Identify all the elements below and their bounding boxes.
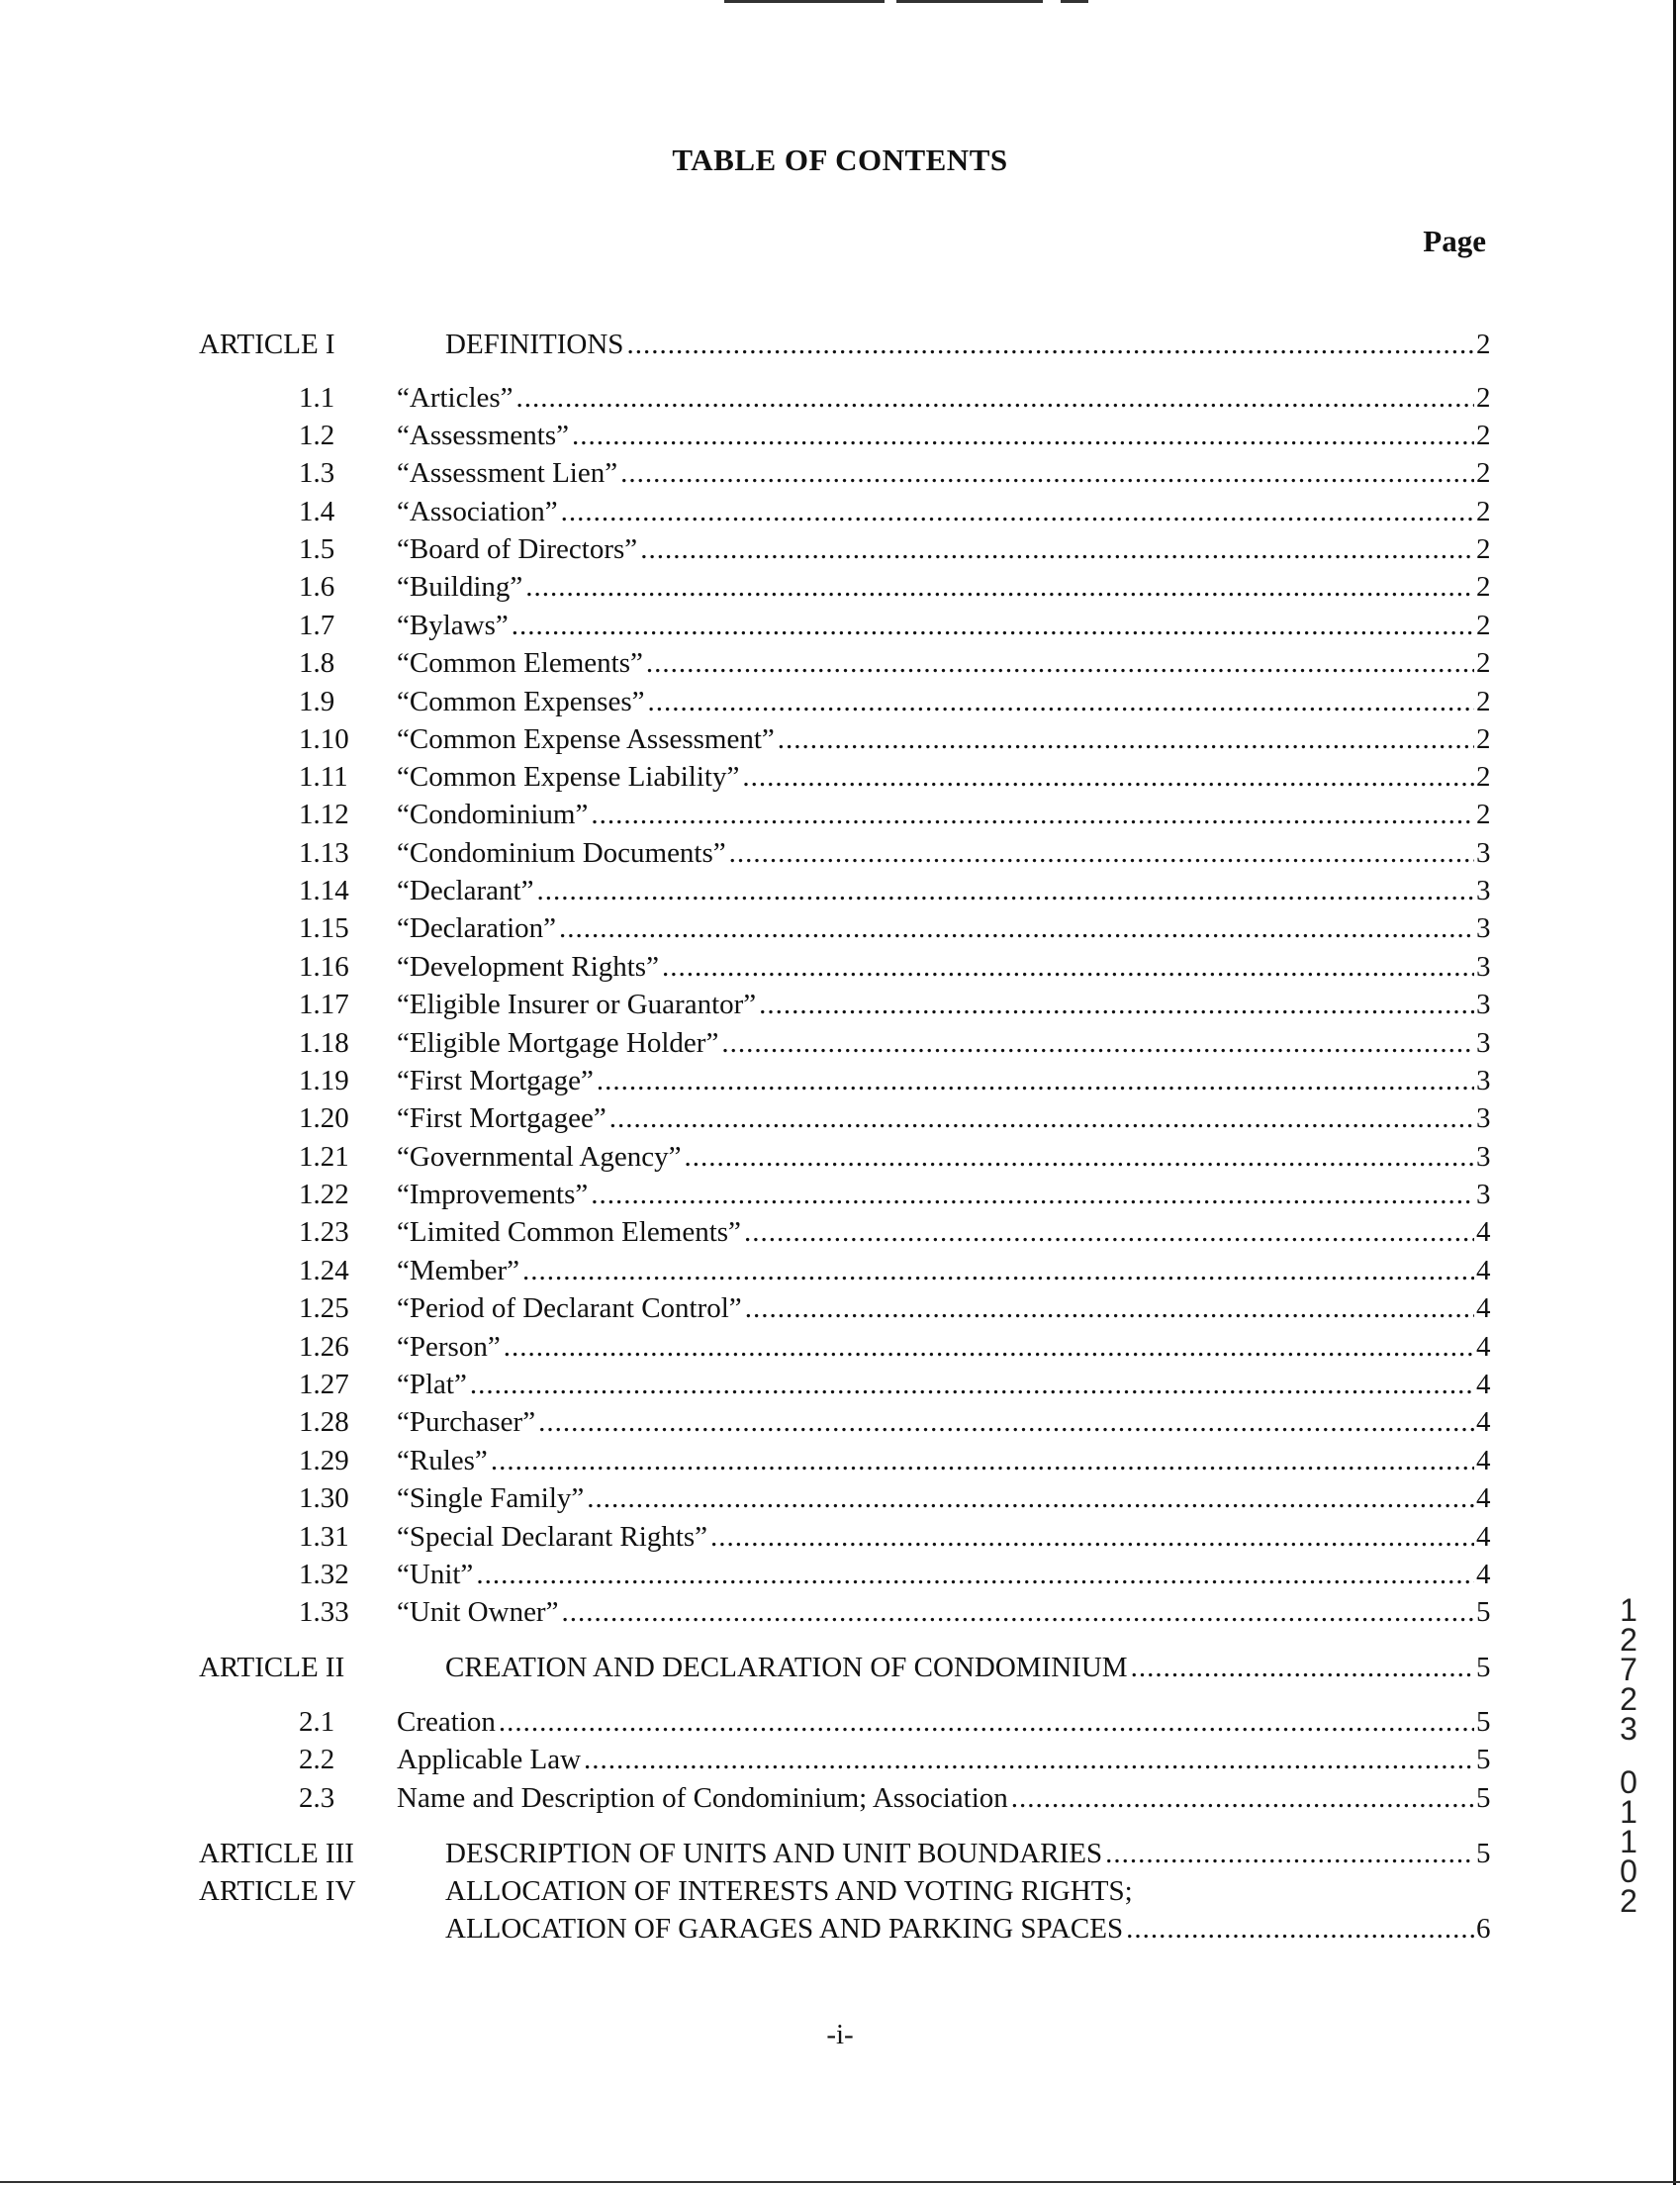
toc-entry-leader [445,326,1474,363]
toc-entry-leader [397,986,1474,1023]
dot-leader [491,1442,1474,1479]
toc-section-row [0,1289,1680,1327]
dot-leader [587,1479,1474,1517]
toc-section-row [0,1138,1680,1176]
dot-leader [499,1703,1474,1741]
toc-entry-page: 5 [1476,1652,1491,1683]
toc-entry-page: 4 [1476,1482,1491,1514]
dot-leader [1105,1835,1474,1872]
toc-entry-leader [397,644,1474,682]
toc-entry-page: 3 [1476,951,1491,983]
toc-entry-leader [397,1024,1474,1062]
toc-entry-number: 1.20 [299,1102,349,1134]
toc-entry-title: “Board of Directors” [397,533,638,565]
toc-entry-page: 3 [1476,875,1491,906]
toc-entry-title: “Common Elements” [397,647,643,679]
toc-entry-page: 4 [1476,1255,1491,1286]
dot-leader [522,1252,1474,1289]
toc-entry-leader [397,1741,1474,1778]
dot-leader [538,1403,1474,1441]
toc-entry-leader [397,1328,1474,1366]
dot-leader [561,1593,1474,1631]
toc-entry-page: 4 [1476,1521,1491,1553]
dot-leader [525,568,1474,606]
toc-entry-number: 1.6 [299,571,335,603]
toc-section-row [0,1779,1680,1817]
toc-section-row [0,530,1680,568]
toc-entry-number: 1.14 [299,875,349,906]
scan-top-mark [1061,0,1088,3]
toc-entry-number: 1.12 [299,799,349,830]
toc-entry-title: “Development Rights” [397,951,659,983]
toc-section-row [0,454,1680,492]
toc-section-row [0,1213,1680,1251]
side-stamp-char: 2 [1620,1622,1637,1658]
toc-entry-page: 3 [1476,912,1491,944]
toc-entry-number: 1.2 [299,420,335,451]
toc-entry-title: “Member” [397,1255,519,1286]
toc-entry-page: 2 [1476,799,1491,830]
toc-entry-title: DEFINITIONS [445,329,624,360]
toc-entry-title: “Plat” [397,1369,467,1400]
dot-leader [609,1099,1474,1137]
toc-entry-number: 2.3 [299,1782,335,1814]
toc-entry-title: “Building” [397,571,523,603]
toc-entry-number: 1.26 [299,1331,349,1363]
toc-entry-title: CREATION AND DECLARATION OF CONDOMINIUM [445,1652,1128,1683]
toc-section-row [0,417,1680,454]
dot-leader [1011,1779,1474,1817]
toc-entry-number: 1.19 [299,1065,349,1096]
toc-entry-leader [397,379,1474,417]
toc-entry-title: “Improvements” [397,1179,589,1210]
toc-entry-leader [397,683,1474,720]
toc-entry-page: 5 [1476,1744,1491,1775]
toc-entry-leader [397,1518,1474,1556]
dot-leader [729,834,1474,872]
toc-entry-page: 3 [1476,1065,1491,1096]
toc-entry-leader [397,1442,1474,1479]
toc-entry-title: “Rules” [397,1445,488,1476]
toc-entry-leader [397,530,1474,568]
toc-entry-leader [397,1779,1474,1817]
toc-entry-number: 1.11 [299,761,348,793]
toc-entry-leader [397,607,1474,644]
dot-leader [470,1366,1474,1403]
toc-entry-number: 1.5 [299,533,335,565]
toc-entry-number: 1.18 [299,1027,349,1059]
side-stamp-char: 1 [1620,1794,1637,1830]
toc-entry-number: ARTICLE I [199,329,335,360]
toc-entry-leader [397,720,1474,758]
toc-section-row [0,872,1680,909]
toc-entry-title: “Assessments” [397,420,569,451]
toc-entry-title: “Person” [397,1331,501,1363]
toc-entry-number: 1.3 [299,457,335,489]
toc-entry-number: 1.8 [299,647,335,679]
dot-leader [759,986,1474,1023]
toc-section-row [0,986,1680,1023]
toc-entry-page: 2 [1476,610,1491,641]
toc-entry-title: “Purchaser” [397,1406,536,1438]
toc-section-row [0,1099,1680,1137]
dot-leader [647,683,1474,720]
toc-entry-page: 4 [1476,1559,1491,1590]
toc-entry-number: 1.21 [299,1141,349,1173]
side-stamp-char: 7 [1620,1652,1637,1687]
toc-entry-number: 1.13 [299,837,349,869]
toc-entry-title: “Limited Common Elements” [397,1216,741,1248]
dot-leader [742,758,1474,796]
toc-entry-number: 1.9 [299,686,335,717]
dot-leader [504,1328,1474,1366]
toc-section-row [0,1062,1680,1099]
toc-entry-page: 2 [1476,686,1491,717]
toc-section-row [0,1252,1680,1289]
toc-entry-title: “Articles” [397,382,513,414]
toc-entry-number: 1.4 [299,496,335,527]
dot-leader [778,720,1474,758]
toc-entry-page: 2 [1476,420,1491,451]
toc-entry-leader [397,1252,1474,1289]
side-stamp-char: 1 [1620,1592,1637,1628]
toc-entry-page: 3 [1476,1102,1491,1134]
dot-leader [684,1138,1474,1176]
toc-section-row [0,1328,1680,1366]
side-stamp-char: 1 [1620,1824,1637,1859]
toc-section-row [0,948,1680,986]
toc-entry-leader [397,909,1474,947]
toc-section-row [0,834,1680,872]
toc-entry-title: “Bylaws” [397,610,509,641]
toc-entry-title: “Association” [397,496,558,527]
toc-entry-leader [397,493,1474,530]
toc-section-row [0,758,1680,796]
toc-section-row [0,1703,1680,1741]
dot-leader [626,326,1474,363]
toc-entry-number: 1.24 [299,1255,349,1286]
toc-entry-leader [397,758,1474,796]
toc-entry-leader [397,1062,1474,1099]
toc-entry-number: 1.32 [299,1559,349,1590]
toc-entry-leader [397,1099,1474,1137]
side-stamp [1609,1592,1648,1919]
toc-continuation-row [0,1910,1680,1948]
scan-top-mark [724,0,885,3]
scan-top-mark [896,0,1043,3]
toc-article-row [0,1649,1680,1686]
toc-entry-number: 1.22 [299,1179,349,1210]
toc-entry-number: 1.33 [299,1596,349,1628]
toc-entry-title: “Common Expense Liability” [397,761,740,793]
dot-leader [745,1289,1474,1327]
toc-entry-page: 2 [1476,533,1491,565]
dot-leader [1126,1910,1474,1948]
toc-entry-page: 3 [1476,837,1491,869]
side-stamp-char: 0 [1620,1853,1637,1889]
side-stamp-char: 2 [1620,1883,1637,1919]
toc-entry-number: 1.29 [299,1445,349,1476]
dot-leader [597,1062,1474,1099]
toc-entry-page: 5 [1476,1596,1491,1628]
side-stamp-char: 2 [1620,1681,1637,1717]
toc-entry-title: “Condominium” [397,799,589,830]
toc-entry-number: 2.1 [299,1706,335,1738]
toc-entry-number: 1.23 [299,1216,349,1248]
toc-entry-title: “Unit” [397,1559,474,1590]
toc-entry-title: ALLOCATION OF GARAGES AND PARKING SPACES [445,1913,1124,1945]
toc-entry-page: 2 [1476,457,1491,489]
toc-section-row [0,1479,1680,1517]
toc-entry-page: 4 [1476,1369,1491,1400]
toc-entry-page: 2 [1476,723,1491,755]
toc-entry-leader [397,834,1474,872]
dot-leader [721,1024,1474,1062]
toc-entry-leader [397,1703,1474,1741]
toc-entry-page: 6 [1476,1913,1491,1945]
dot-leader [516,379,1474,417]
toc-entry-leader [397,454,1474,492]
toc-entry-title: “First Mortgagee” [397,1102,607,1134]
dot-leader [572,417,1474,454]
toc-entry-title: ALLOCATION OF INTERESTS AND VOTING RIGHTS; [445,1875,1133,1907]
toc-entry-title: DESCRIPTION OF UNITS AND UNIT BOUNDARIES [445,1838,1103,1869]
toc-entry-title: “First Mortgage” [397,1065,594,1096]
toc-section-row [0,607,1680,644]
toc-section-row [0,1741,1680,1778]
dot-leader [476,1556,1474,1593]
toc-entry-title: “Single Family” [397,1482,585,1514]
toc-entry-leader [397,1556,1474,1593]
toc-entry-title: “Assessment Lien” [397,457,618,489]
toc-entry-number: 1.10 [299,723,349,755]
dot-leader [710,1518,1474,1556]
page-footer: -i- [826,2019,854,2050]
side-stamp-char: 0 [1620,1764,1637,1800]
page-column-heading: Page [1423,224,1486,258]
toc-entry-leader [445,1649,1474,1686]
toc-entry-page: 2 [1476,647,1491,679]
toc-entry-page: 4 [1476,1292,1491,1324]
toc-section-row [0,379,1680,417]
dot-leader [620,454,1474,492]
toc-entry-page: 2 [1476,496,1491,527]
toc-entry-title: Applicable Law [397,1744,582,1775]
toc-entry-leader [397,1479,1474,1517]
dot-leader [744,1213,1474,1251]
toc-section-row [0,720,1680,758]
toc-entry-page: 4 [1476,1406,1491,1438]
toc-entry-page: 3 [1476,1027,1491,1059]
toc-section-row [0,1366,1680,1403]
toc-entry-number: 1.17 [299,989,349,1020]
toc-entry-page: 2 [1476,571,1491,603]
dot-leader [1131,1649,1474,1686]
toc-entry-title: “Condominium Documents” [397,837,726,869]
toc-entry-number: 1.30 [299,1482,349,1514]
toc-section-row [0,1403,1680,1441]
toc-entry-title: Creation [397,1706,496,1738]
toc-entry-leader [445,1835,1474,1872]
dot-leader [584,1741,1474,1778]
toc-entry-page: 2 [1476,761,1491,793]
toc-entry-number: 1.31 [299,1521,349,1553]
toc-entry-page: 4 [1476,1331,1491,1363]
toc-section-row [0,1556,1680,1593]
scan-edge-bottom [0,2181,1680,2183]
toc-entry-title: “Eligible Mortgage Holder” [397,1027,719,1059]
toc-entry-page: 5 [1476,1838,1491,1869]
toc-entry-number: 1.25 [299,1292,349,1324]
dot-leader [561,493,1474,530]
toc-entry-number: 1.16 [299,951,349,983]
toc-entry-number: 1.15 [299,912,349,944]
dot-leader [591,1176,1474,1213]
toc-entry-leader [445,1910,1474,1948]
toc-entry-number: ARTICLE III [199,1838,354,1869]
toc-entry-leader [397,1366,1474,1403]
toc-entry-leader [397,568,1474,606]
dot-leader [646,644,1474,682]
toc-section-row [0,796,1680,833]
toc-entry-title: “Common Expenses” [397,686,645,717]
toc-section-row [0,1024,1680,1062]
toc-entry-page: 3 [1476,1179,1491,1210]
toc-entry-title: Name and Description of Condominium; Association [397,1782,1008,1814]
toc-entry-page: 2 [1476,382,1491,414]
toc-entry-leader [397,1403,1474,1441]
dot-leader [559,909,1474,947]
toc-article-row [0,1835,1680,1872]
toc-entry-leader [397,417,1474,454]
toc-article-row [0,1872,1680,1910]
toc-entry-title: “Special Declarant Rights” [397,1521,708,1553]
toc-entry-page: 2 [1476,329,1491,360]
toc-entry-page: 4 [1476,1216,1491,1248]
toc-section-row [0,568,1680,606]
toc-entry-page: 4 [1476,1445,1491,1476]
toc-entry-page: 5 [1476,1706,1491,1738]
toc-section-row [0,1442,1680,1479]
toc-entry-title: “Eligible Insurer or Guarantor” [397,989,757,1020]
toc-section-row [0,1176,1680,1213]
toc-entry-title: “Declarant” [397,875,534,906]
toc-entry-number: 1.1 [299,382,335,414]
toc-entry-leader [397,872,1474,909]
dot-leader [662,948,1474,986]
toc-entry-title: “Period of Declarant Control” [397,1292,742,1324]
toc-entry-number: 1.27 [299,1369,349,1400]
toc-section-row [0,1593,1680,1631]
toc-entry-leader [397,1138,1474,1176]
dot-leader [536,872,1474,909]
toc-entry-leader [397,796,1474,833]
toc-entry-leader [397,1213,1474,1251]
dot-leader [512,607,1474,644]
toc-section-row [0,493,1680,530]
toc-entry-number: 1.7 [299,610,335,641]
toc-section-row [0,909,1680,947]
toc-entry-number: 2.2 [299,1744,335,1775]
toc-entry-title: “Common Expense Assessment” [397,723,775,755]
toc-entry-leader [397,1176,1474,1213]
page-title: TABLE OF CONTENTS [672,142,1008,177]
toc-entry-title: “Declaration” [397,912,557,944]
toc-section-row [0,683,1680,720]
toc-entry-page: 3 [1476,1141,1491,1173]
toc-entry-leader [397,1289,1474,1327]
toc-entry-number: ARTICLE II [199,1652,345,1683]
toc-entry-leader [397,948,1474,986]
toc-entry-number: 1.28 [299,1406,349,1438]
dot-leader [640,530,1474,568]
toc-section-row [0,644,1680,682]
toc-section-row [0,1518,1680,1556]
toc-entry-leader [397,1593,1474,1631]
toc-article-row [0,326,1680,363]
toc-entry-number: ARTICLE IV [199,1875,356,1907]
toc-entry-page: 3 [1476,989,1491,1020]
toc-entry-page: 5 [1476,1782,1491,1814]
toc-entry-title: “Governmental Agency” [397,1141,682,1173]
side-stamp-char: 3 [1620,1711,1637,1747]
dot-leader [591,796,1474,833]
toc-entry-title: “Unit Owner” [397,1596,559,1628]
